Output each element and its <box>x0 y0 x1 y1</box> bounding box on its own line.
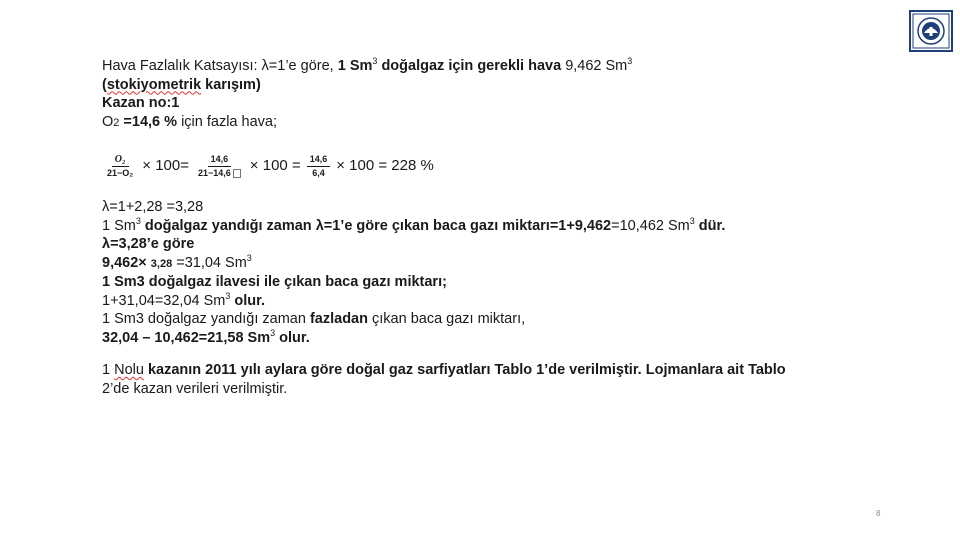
fraction-denominator: 6,4 <box>312 167 325 178</box>
superscript: 3 <box>246 252 252 263</box>
fraction-simplified <box>307 154 331 179</box>
text-bold: =14,6 % <box>119 113 178 130</box>
misspelled-word: stokiyometrik <box>106 76 202 93</box>
subscript: 2 <box>113 116 120 129</box>
text-line-8 <box>102 254 902 274</box>
formula-operator: × 100 = <box>249 156 301 174</box>
lambda-value: λ=1+2,28 =3,28 <box>102 199 204 215</box>
text-line-11 <box>102 310 902 329</box>
text-segment: ; <box>272 113 277 130</box>
text-bold: 1 Sm <box>337 58 373 74</box>
superscript: 3 <box>225 290 231 301</box>
text-bold: 9,462× <box>102 254 151 271</box>
fraction-numerator: 14,6 <box>307 154 331 167</box>
text-segment: =10,462 Sm <box>611 217 690 234</box>
superscript: 3 <box>135 215 141 226</box>
text-segment: 1 Sm3 doğalgaz yandığı zaman <box>102 311 310 327</box>
fraction-numerator: O₂ <box>114 153 126 165</box>
text-segment: =31,04 Sm <box>172 254 247 271</box>
text-segment: 1 <box>102 362 115 378</box>
fraction-denominator: 21−O₂ <box>107 167 134 178</box>
fraction-denominator: 21−14,6 <box>198 167 231 178</box>
fraction-values <box>195 154 244 179</box>
text-segment: Hava Fazlalık Katsayısı: λ=1’e göre, <box>102 58 338 74</box>
text-bold: 1 Sm3 doğalgaz ilavesi ile çıkan baca gazı miktarı; <box>102 274 447 290</box>
text-bold: olur. <box>275 329 310 346</box>
fraction-o2 <box>104 154 136 179</box>
text-segment: 1+31,04=32,04 Sm <box>102 292 226 309</box>
text-bold: 32,04 – 10,462=21,58 Sm <box>102 329 271 346</box>
text-bold: 1+9,462 <box>558 217 612 234</box>
text-line-5 <box>102 198 902 217</box>
text-line-9 <box>102 273 902 292</box>
text-bold: doğalgaz için gerekli hava <box>377 58 566 74</box>
text-segment: çıkan baca gazı miktarı, <box>367 311 526 327</box>
superscript: 3 <box>689 215 695 226</box>
superscript: 3 <box>372 56 378 67</box>
text-segment: 2’de kazan verileri verilmiştir. <box>102 380 288 397</box>
text-segment: 1 Sm <box>102 217 136 234</box>
text-line-12 <box>102 329 902 348</box>
paragraph-spacer <box>102 347 902 361</box>
text-bold: ( <box>102 76 107 93</box>
formula-result: × 100 = 228 % <box>336 156 434 174</box>
paragraph-line-2 <box>102 380 902 399</box>
page-number: 8 <box>876 509 881 518</box>
text-bold: fazladan <box>309 311 368 327</box>
text-bold: dür. <box>694 217 726 234</box>
boiler-number: Kazan no:1 <box>102 95 180 111</box>
text-bold: olur. <box>230 292 266 309</box>
fraction-numerator: 14,6 <box>208 154 232 167</box>
text-bold: λ=3,28’e göre <box>102 236 195 252</box>
text-line-2 <box>102 76 902 95</box>
excess-air-formula <box>102 146 902 186</box>
text-line-4 <box>102 113 902 133</box>
superscript: 3 <box>270 327 276 338</box>
text-line-1 <box>102 57 902 76</box>
formula-operator: × 100= <box>142 156 189 174</box>
text-line-6 <box>102 217 902 236</box>
text-line-7 <box>102 235 902 254</box>
text-bold: karışım) <box>201 76 261 93</box>
text-bold: kazanın 2011 yılı aylara göre doğal gaz sarfiyatları Tablo 1’de verilmiştir. Lojmanlara ait Tablo <box>143 362 786 378</box>
text-segment: 9,462 Sm <box>565 58 628 74</box>
text-line-3 <box>102 94 902 113</box>
misspelled-word: Nolu <box>114 362 144 378</box>
university-logo-icon <box>909 10 953 52</box>
paragraph-line-1 <box>102 361 902 380</box>
text-line-10 <box>102 292 902 311</box>
text-bold: doğalgaz yandığı zaman λ=1’e göre çıkan baca gazı miktarı= <box>140 217 559 234</box>
placeholder-box-icon <box>233 169 241 178</box>
text-bold: 3,28 <box>150 257 173 270</box>
text-segment: için fazla hava <box>177 113 273 130</box>
text-segment: O <box>102 113 114 130</box>
superscript: 3 <box>627 56 633 67</box>
slide-content <box>102 57 902 398</box>
